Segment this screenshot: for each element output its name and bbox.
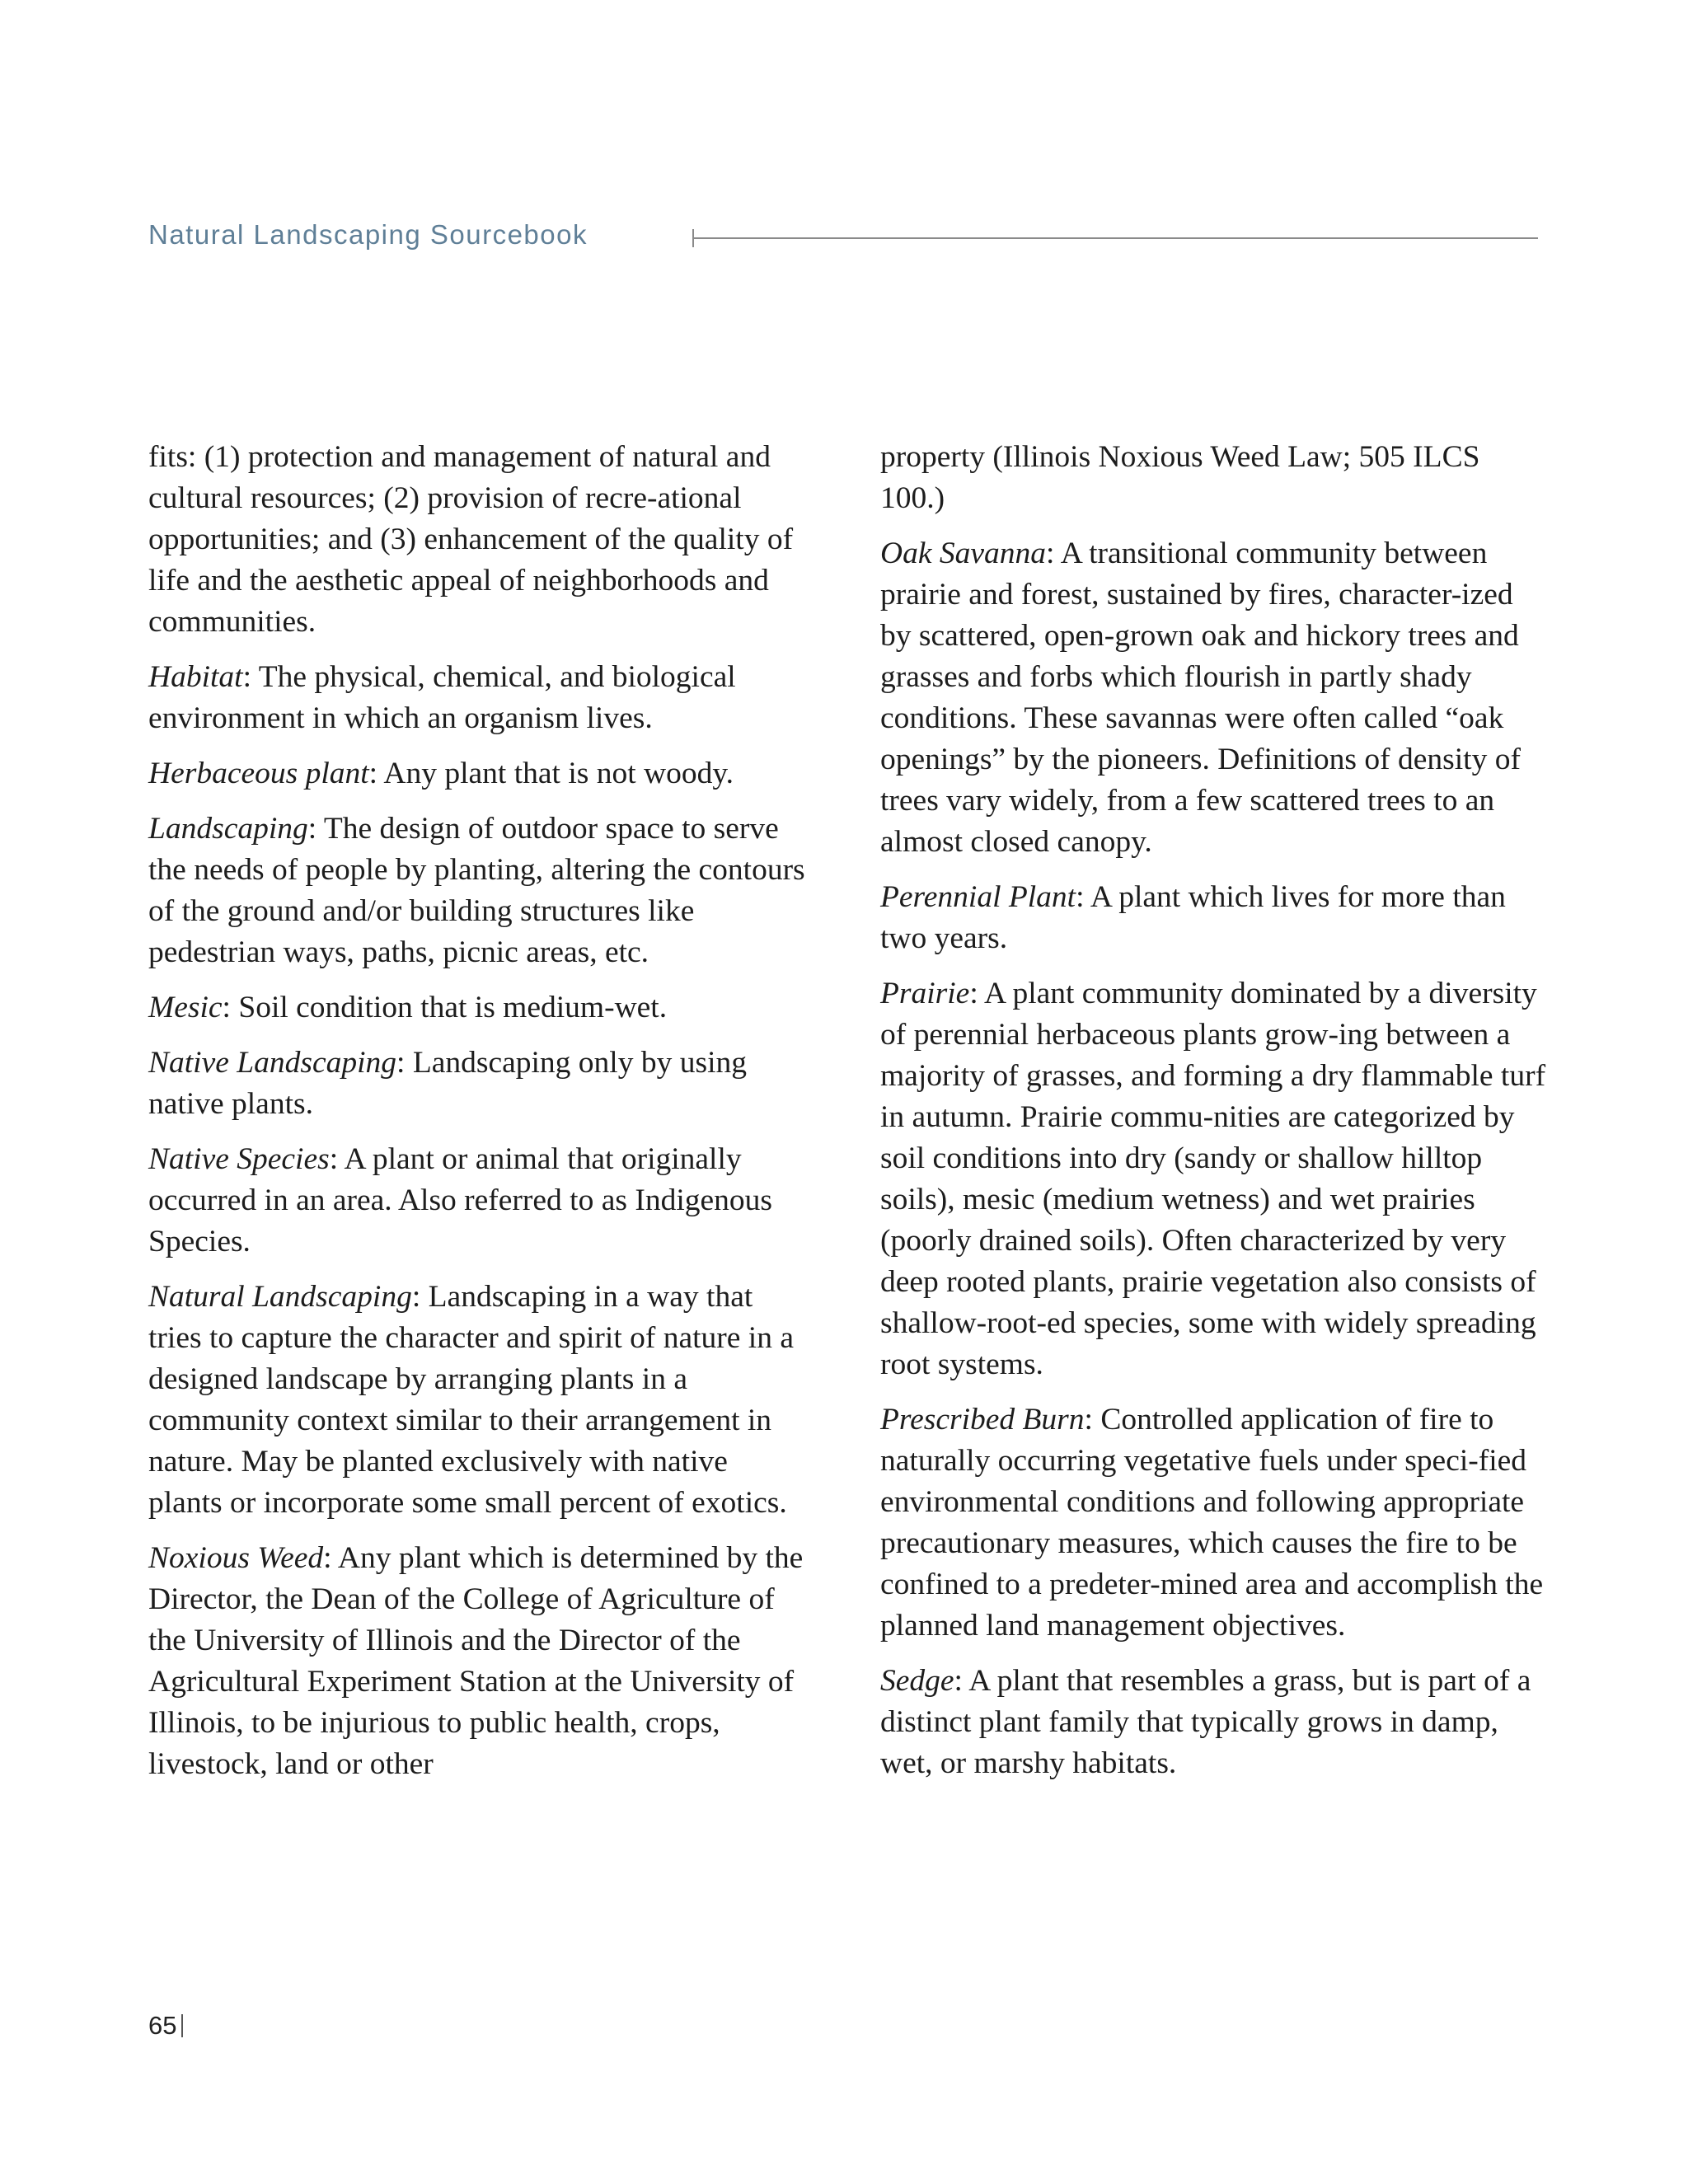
- glossary-entry: [880, 437, 1546, 519]
- entry-term: Mesic: [148, 991, 223, 1024]
- glossary-entry-native-landscaping: [148, 1043, 808, 1125]
- entry-term: Landscaping: [148, 812, 308, 846]
- entry-term: Perennial Plant: [880, 880, 1076, 914]
- entry-text: : A plant that resembles a grass, but is part of a distinct plant family that typically grows in damp, wet, or marshy habitats.: [880, 1664, 1531, 1780]
- entry-text: : Soil condition that is medium-wet.: [222, 991, 668, 1024]
- entry-text: : The design of outdoor space to serve the needs of people by planting, altering the contours of the ground and/or building structures like pedestrian ways, paths, picnic areas, etc.: [148, 812, 805, 969]
- entry-term: Native Species: [148, 1142, 330, 1176]
- entry-term: Habitat: [148, 660, 243, 694]
- entry-term: Prescribed Burn: [880, 1403, 1085, 1436]
- glossary-entry-prairie: [880, 973, 1546, 1385]
- glossary-entry-landscaping: [148, 808, 808, 973]
- entry-term: Noxious Weed: [148, 1541, 324, 1575]
- entry-text: : The physical, chemical, and biological environment in which an organism lives.: [148, 660, 736, 735]
- entry-text: : A plant community dominated by a diversity of perennial herbaceous plants grow-ing between a majority of grasses, and forming a dry flammable turf in autumn. Prairie commu-nities are categorized by soil conditions into dry (sandy or shallow hilltop soils), mesic (medium wetness) and wet prairies (poorly drained soils). Often characterized by very deep rooted plants, prairie vegetation also consists of shallow-root-ed species, some with widely spreading root systems.: [880, 977, 1546, 1381]
- header-title: Natural Landscaping Sourcebook: [148, 219, 588, 250]
- glossary-entry-herbaceous-plant: [148, 753, 808, 794]
- entry-term: Native Landscaping: [148, 1046, 397, 1080]
- right-column: [880, 437, 1546, 1798]
- glossary-entry-sedge: [880, 1661, 1546, 1784]
- entry-text: fits: (1) protection and management of natural and cultural resources; (2) provision of recre-ational opportunities; and (3) enhancement of the quality of life and the aesthetic appeal of neighborhoods and communities.: [148, 440, 794, 639]
- glossary-entry-natural-landscaping: [148, 1277, 808, 1524]
- glossary-entry-oak-savanna: [880, 533, 1546, 863]
- header-rule: [694, 237, 1538, 239]
- entry-text: : Landscaping only by using native plants.: [148, 1046, 747, 1121]
- glossary-entry-noxious-weed: [148, 1538, 808, 1785]
- entry-text: : Any plant which is determined by the Director, the Dean of the College of Agriculture of the University of Illinois and the Director of the Agricultural Experiment Station at the University of Illinois, to be injurious to public health, crops, livestock, land or other: [148, 1541, 804, 1781]
- entry-text: : Landscaping in a way that tries to capture the character and spirit of nature in a designed landscape by arranging plants in a community context similar to their arrangement in nature. May be planted exclusively with native plants or incorporate some small percent of exotics.: [148, 1280, 794, 1520]
- glossary-entry-mesic: [148, 987, 808, 1029]
- entry-term: Oak Savanna: [880, 537, 1046, 570]
- page-number-tick: [181, 2014, 183, 2037]
- entry-term: Prairie: [880, 977, 970, 1010]
- entry-term: Natural Landscaping: [148, 1280, 412, 1314]
- glossary-entry-prescribed-burn: [880, 1399, 1546, 1647]
- glossary-entry-perennial-plant: [880, 877, 1546, 959]
- page-number: 65: [148, 2011, 177, 2040]
- glossary-entry-habitat: [148, 657, 808, 739]
- glossary-entry-native-species: [148, 1139, 808, 1263]
- entry-text: : A plant which lives for more than two years.: [880, 880, 1506, 955]
- entry-term: Herbaceous plant: [148, 757, 369, 790]
- entry-term: Sedge: [880, 1664, 954, 1698]
- entry-text: : Controlled application of fire to naturally occurring vegetative fuels under speci-fied environmental conditions and following appropriate precautionary measures, which causes the fire to be confined to a predeter-mined area and accomplish the planned land management objectives.: [880, 1403, 1544, 1643]
- left-column: [148, 437, 808, 1799]
- glossary-entry: [148, 437, 808, 643]
- entry-text: : A transitional community between prairie and forest, sustained by fires, character-ized by scattered, open-grown oak and hickory trees and grasses and forbs which flourish in partly shady conditions. These savannas were often called “oak openings” by the pioneers. Definitions of density of trees vary widely, from a few scattered trees to an almost closed canopy.: [880, 537, 1521, 859]
- entry-text: property (Illinois Noxious Weed Law; 505 ILCS 100.): [880, 440, 1480, 515]
- entry-text: : A plant or animal that originally occurred in an area. Also referred to as Indigenous Species.: [148, 1142, 772, 1258]
- entry-text: : Any plant that is not woody.: [368, 757, 734, 790]
